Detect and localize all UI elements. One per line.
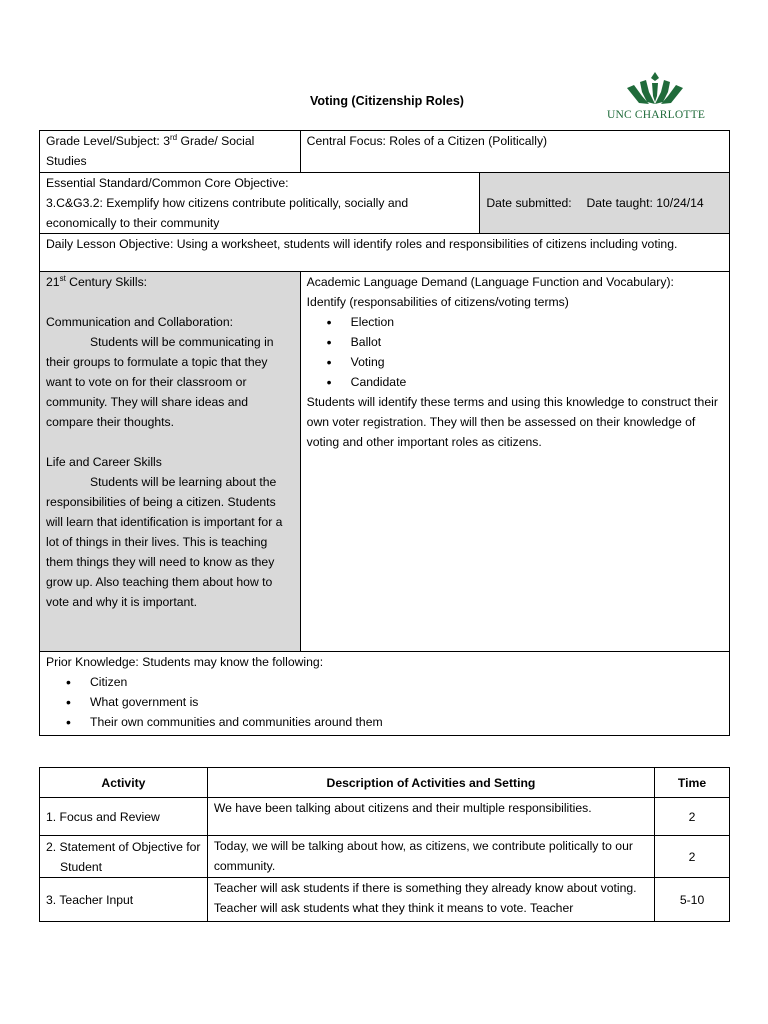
standard-text: 3.C&G3.2: Exemplify how citizens contribute politically, socially and economically to their community xyxy=(46,196,409,230)
time-cell: 2 xyxy=(655,798,730,836)
vocab-item: • Election xyxy=(351,312,723,332)
prior-heading: Prior Knowledge: Students may know the following: xyxy=(46,655,324,669)
unc-charlotte-logo xyxy=(602,70,708,120)
comm-text: Students will be communicating in their groups to formulate a topic that they want to vote on for their classroom or community. They will share ideas and compare their thoughts. xyxy=(46,335,274,429)
prior-list xyxy=(46,672,723,732)
activity-cell xyxy=(40,836,208,878)
vocab-list xyxy=(307,312,723,392)
life-heading: Life and Career Skills xyxy=(46,455,162,469)
description-cell: We have been talking about citizens and their multiple responsibilities. xyxy=(207,798,654,836)
skills-title-sup: st xyxy=(59,273,66,283)
skills-title xyxy=(46,272,294,292)
standard-cell xyxy=(40,173,480,234)
description-header: Description of Activities and Setting xyxy=(207,768,654,798)
time-cell: 2 xyxy=(655,836,730,878)
lesson-plan-table xyxy=(39,130,730,736)
table-row xyxy=(40,836,730,878)
vocab-item: • Voting xyxy=(351,352,723,372)
activity-cell: 1. Focus and Review xyxy=(40,798,208,836)
daily-objective-cell: Daily Lesson Objective: Using a worksheet, students will identify roles and responsibilities of citizens including voting. xyxy=(40,234,730,272)
crown-emblem-icon xyxy=(602,70,708,106)
activity-cell: 3. Teacher Input xyxy=(40,878,208,922)
prior-item: • Their own communities and communities around them xyxy=(90,712,723,732)
dates-cell xyxy=(480,173,730,234)
activity-text: 2. Statement of Objective for Student xyxy=(46,839,201,874)
description-cell: Teacher will ask students if there is something they already know about voting. Teacher will ask students what they think it means to vote. Teacher xyxy=(207,878,654,922)
skills-title-post: Century Skills: xyxy=(65,275,148,289)
skills-title-pre: 21 xyxy=(46,275,60,289)
prior-item: • Citizen xyxy=(90,672,723,692)
academic-text: Students will identify these terms and using this knowledge to construct their own voter registration. They will then be assessed on their knowledge of voting and other important roles as citizens. xyxy=(306,395,718,449)
description-cell: Today, we will be talking about how, as citizens, we contribute politically to our community. xyxy=(207,836,654,878)
skills-cell xyxy=(40,272,301,652)
academic-heading: Academic Language Demand (Language Function and Vocabulary): xyxy=(306,275,674,289)
grade-level-post: Grade/ Social Studies xyxy=(46,134,255,168)
central-focus-cell: Central Focus: Roles of a Citizen (Politically) xyxy=(300,131,729,173)
table-row xyxy=(40,878,730,922)
academic-language-cell xyxy=(300,272,729,652)
life-text: Students will be learning about the responsibilities of being a citizen. Students will learn that identification is important for a lot of things in their lives. This is teaching them things they will need to know as they grow up. Also teaching them about how to vote and why it is important. xyxy=(46,475,283,609)
logo-wordmark: UNC CHARLOTTE xyxy=(606,109,706,121)
grade-level-sup: rd xyxy=(169,132,178,142)
vocab-item: • Ballot xyxy=(351,332,723,352)
table-row xyxy=(40,798,730,836)
academic-identify: Identify (responsabilities of citizens/voting terms) xyxy=(306,295,569,309)
date-submitted: Date submitted: xyxy=(486,196,572,210)
standard-label: Essential Standard/Common Core Objective: xyxy=(46,176,289,190)
grade-level-cell xyxy=(40,131,301,173)
vocab-item: • Candidate xyxy=(351,372,723,392)
date-taught: Date taught: 10/24/14 xyxy=(586,196,704,210)
prior-knowledge-cell xyxy=(40,652,730,736)
page-title: Voting (Citizenship Roles) xyxy=(310,94,464,108)
comm-heading: Communication and Collaboration: xyxy=(46,315,233,329)
time-cell: 5-10 xyxy=(655,878,730,922)
prior-item: • What government is xyxy=(90,692,723,712)
grade-level-pre: Grade Level/Subject: 3 xyxy=(46,134,170,148)
time-header: Time xyxy=(655,768,730,798)
activities-table xyxy=(39,767,730,922)
activity-header: Activity xyxy=(40,768,208,798)
